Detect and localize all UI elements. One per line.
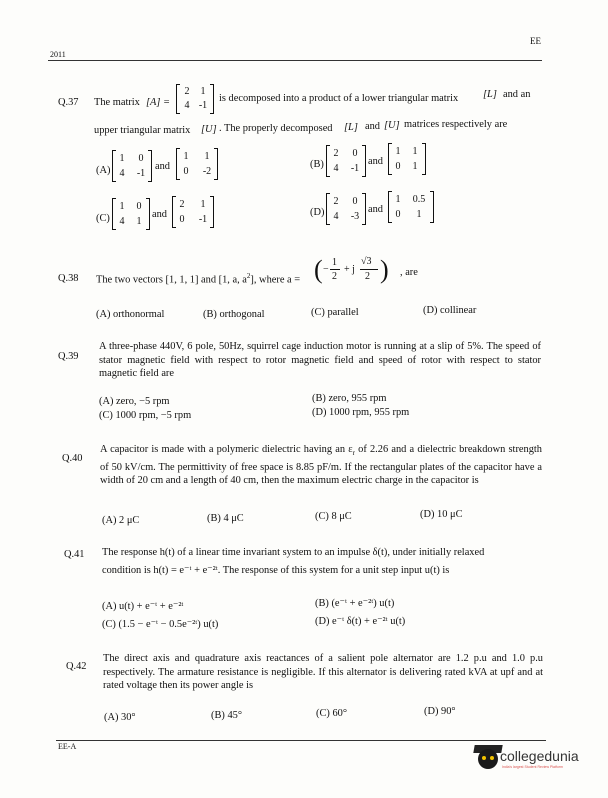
q42-text: The direct axis and quadrature axis reactances of a salient pole alternator are 1.2 p.u and 1.0 p.u respectively. The armature resistance is negligible. If this alternator is delivering rated kVA at upf and at rated voltage then its power angle is [103, 653, 543, 691]
header-year: 2011 [50, 50, 66, 59]
q37-L-symbol-2: [L] [344, 122, 358, 133]
matrix-cell: 0 [395, 209, 401, 220]
q41-line-1: The response h(t) of a linear time invariant system to an impulse δ(t), under initially relaxed [102, 547, 485, 558]
q37-option-d-and: and [368, 204, 384, 215]
q37-option-d-label: (D) [310, 207, 325, 218]
q37-text2-a: upper triangular matrix [94, 125, 191, 136]
q37-A-matrix [176, 84, 214, 114]
matrix-cell: 4 [119, 216, 125, 227]
q41-option-d: (D) e⁻ᵗ δ(t) + e⁻²ᵗ u(t) [315, 616, 406, 627]
q37-text2-c: and [365, 121, 381, 132]
matrix-cell: 0 [136, 201, 142, 212]
q38-option-b: (B) orthogonal [203, 309, 265, 320]
q38-option-a: (A) orthonormal [96, 309, 165, 320]
matrix-cell: -1 [198, 100, 208, 111]
q39-option-a: (A) zero, −5 rpm [99, 396, 170, 407]
matrix-cell: 2 [184, 86, 190, 97]
q37-option-c-matrix-2 [172, 196, 214, 228]
q37-option-b-matrix-2 [388, 143, 426, 175]
q37-A-symbol: [A] = [146, 97, 171, 108]
q37-option-a-and: and [155, 161, 171, 172]
matrix-cell: 1 [412, 161, 418, 172]
q38-number: Q.38 [58, 273, 79, 284]
q40-option-b: (B) 4 μC [207, 513, 244, 524]
q37-text2-d: matrices respectively are [404, 119, 508, 130]
q37-text-c: and an [503, 89, 531, 100]
q38-text: The two vectors [1, 1, 1] and [1, a, $a^2$], where a = [96, 272, 301, 286]
q39-option-c: (C) 1000 rpm, −5 rpm [99, 410, 192, 421]
matrix-cell: 2 [333, 148, 339, 159]
q41-option-b: (B) (e⁻ᵗ + e⁻²ᵗ) u(t) [315, 598, 395, 609]
q39-option-d: (D) 1000 rpm, 955 rpm [312, 407, 410, 418]
q37-option-a-matrix-2 [176, 148, 218, 180]
matrix-cell: 1 [136, 216, 142, 227]
q42-option-b: (B) 45° [211, 710, 242, 721]
matrix-cell: 0 [183, 166, 189, 177]
q39-option-b: (B) zero, 955 rpm [312, 393, 387, 404]
q41-number: Q.41 [64, 549, 85, 560]
q37-text-a: The matrix [94, 97, 140, 108]
q41-line-2: condition is h(t) = e⁻ᵗ + e⁻²ᵗ. The response of this system for a unit step input u(t) is [102, 565, 450, 576]
q37-L-symbol: [L] [483, 89, 497, 100]
q40-option-a: (A) 2 μC [102, 515, 140, 526]
matrix-cell: 2 [179, 199, 185, 210]
matrix-cell: 2 [333, 196, 339, 207]
q42-option-c: (C) 60° [316, 708, 347, 719]
matrix-cell: 4 [119, 168, 125, 179]
footer-divider [56, 740, 546, 741]
q37-option-d-matrix-1 [326, 193, 366, 225]
matrix-cell: -1 [198, 214, 208, 225]
q38-option-c: (C) parallel [311, 307, 359, 318]
matrix-cell: 4 [333, 163, 339, 174]
q42-option-a: (A) 30° [104, 712, 136, 723]
q37-text-b: is decomposed into a product of a lower triangular matrix [219, 93, 459, 104]
q37-option-c-and: and [152, 209, 168, 220]
matrix-cell: 1 [183, 151, 189, 162]
q38-tail: , are [400, 267, 418, 278]
matrix-cell: 1 [395, 194, 401, 205]
q39-text: A three-phase 440V, 6 pole, 50Hz, squirrel cage induction motor is running at a slip of 5%. The speed of stator magnetic field with respect to rotor magnetic field and speed of rotor with respect to stator magnetic field are [99, 341, 541, 379]
q37-option-b-label: (B) [310, 159, 324, 170]
q37-number: Q.37 [58, 97, 79, 108]
q37-option-c-matrix-1 [112, 198, 150, 230]
matrix-cell: 0.5 [412, 194, 426, 205]
q37-option-b-and: and [368, 156, 384, 167]
q37-option-c-label: (C) [96, 213, 110, 224]
matrix-cell: 0 [352, 148, 358, 159]
matrix-cell: 1 [200, 86, 206, 97]
q41-option-a: (A) u(t) + e⁻ᵗ + e⁻²ᵗ [102, 601, 184, 612]
q37-U-symbol: [U] [201, 124, 217, 135]
q38-expression: ( − 1 2 + j √3 2 ) [314, 255, 389, 284]
q40-text: A capacitor is made with a polymeric dielectric having an $\varepsilon_r$ of 2.26 and a dielectric breakdown strength of 50 kV/cm. The permittivity of free space is 8.85 pF/m. If the rectangular plates of the capacitor have a width of 20 cm and a length of 40 cm, then the maximum electric charge in the capacitor is [100, 444, 542, 487]
brand-tagline: India's largest Student Review Platform [502, 765, 563, 769]
q40-option-c: (C) 8 μC [315, 511, 352, 522]
matrix-cell: 0 [138, 153, 144, 164]
matrix-cell: 1 [412, 146, 418, 157]
q41-option-c: (C) (1.5 − e⁻ᵗ − 0.5e⁻²ᵗ) u(t) [102, 619, 219, 630]
q42-number: Q.42 [66, 661, 87, 672]
matrix-cell: -2 [202, 166, 212, 177]
matrix-cell: 1 [395, 146, 401, 157]
matrix-cell: 1 [119, 201, 125, 212]
matrix-cell: 0 [179, 214, 185, 225]
q37-option-a-label: (A) [96, 165, 111, 176]
q42-option-d: (D) 90° [424, 706, 456, 717]
q37-option-b-matrix-1 [326, 145, 366, 177]
matrix-cell: 1 [416, 209, 422, 220]
matrix-cell: 1 [204, 151, 210, 162]
q38-option-d: (D) collinear [423, 305, 477, 316]
q37-U-symbol-2: [U] [384, 120, 400, 131]
q37-option-d-matrix-2 [388, 191, 434, 223]
matrix-cell: 1 [119, 153, 125, 164]
q40-number: Q.40 [62, 453, 83, 464]
q37-text2-b: . The properly decomposed [219, 123, 333, 134]
q40-option-d: (D) 10 μC [420, 509, 463, 520]
footer-code: EE-A [58, 742, 77, 751]
brand-name: collegedunia [500, 748, 579, 764]
matrix-cell: 4 [333, 211, 339, 222]
matrix-cell: -1 [136, 168, 146, 179]
matrix-cell: -1 [350, 163, 360, 174]
header-code: EE [530, 36, 541, 46]
matrix-cell: -3 [350, 211, 360, 222]
logo-face-icon [478, 749, 498, 769]
header-divider [48, 60, 542, 61]
matrix-cell: 0 [395, 161, 401, 172]
matrix-cell: 0 [352, 196, 358, 207]
q39-number: Q.39 [58, 351, 79, 362]
matrix-cell: 1 [200, 199, 206, 210]
matrix-cell: 4 [184, 100, 190, 111]
q37-option-a-matrix-1 [112, 150, 152, 182]
